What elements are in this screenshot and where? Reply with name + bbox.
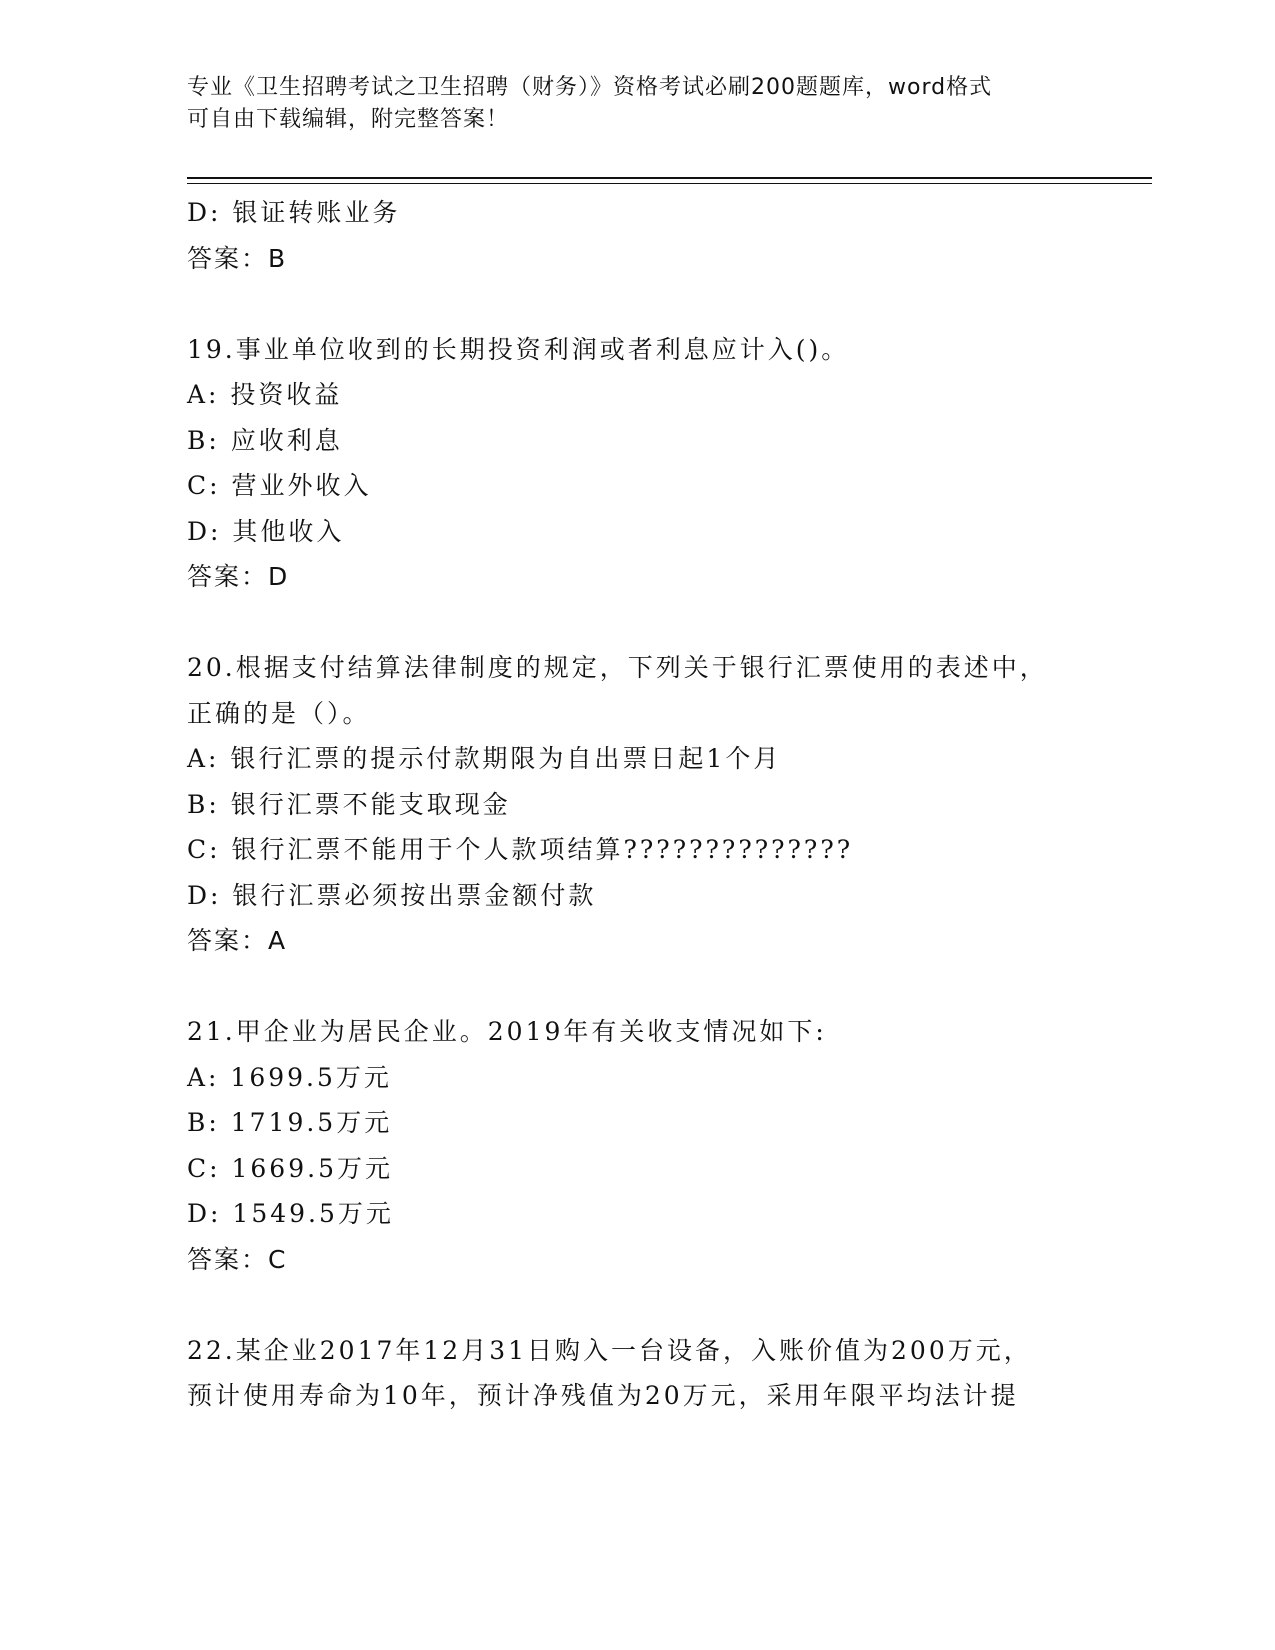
option-a: A: 投资收益 [187, 380, 343, 409]
document-body [187, 190, 1107, 1419]
header-line-2: 可自由下载编辑，附完整答案！ [187, 107, 510, 132]
question-stem: 19.事业单位收到的长期投资利润或者利息应计入()。 [187, 334, 850, 364]
spacer [187, 1282, 1107, 1328]
header-line-1: 专业《卫生招聘考试之卫生招聘（财务）》资格考试必刷200题题库，word格式 [187, 75, 993, 100]
option-c: C: 1669.5万元 [187, 1153, 393, 1183]
spacer [187, 964, 1107, 1010]
option-a: A: 银行汇票的提示付款期限为自出票日起1个月 [187, 744, 782, 773]
answer: 答案：B [187, 243, 288, 273]
option-d: D: 银证转账业务 [187, 198, 401, 227]
spacer [187, 281, 1107, 327]
option-b: B: 1719.5万元 [187, 1108, 393, 1137]
option-d: D: 其他收入 [187, 516, 345, 546]
spacer [187, 600, 1107, 646]
header-divider-thin [187, 183, 1152, 184]
question-19 [187, 327, 1107, 600]
question-stem-line-1: 20.根据支付结算法律制度的规定，下列关于银行汇票使用的表述中， [187, 653, 1048, 682]
option-b: B: 应收利息 [187, 425, 343, 455]
question-22 [187, 1328, 1107, 1419]
question-stem-line-2: 正确的是（）。 [187, 698, 371, 728]
answer: 答案：D [187, 562, 290, 591]
question-stem-line-2: 预计使用寿命为10年，预计净残值为20万元，采用年限平均法计提 [187, 1381, 1019, 1410]
option-d: D: 1549.5万元 [187, 1199, 394, 1228]
question-stem: 21.甲企业为居民企业。2019年有关收支情况如下: [187, 1017, 827, 1046]
question-20 [187, 645, 1107, 964]
option-c: C: 营业外收入 [187, 471, 372, 500]
document-header [187, 72, 1067, 136]
question-21 [187, 1009, 1107, 1282]
option-c: C: 银行汇票不能用于个人款项结算?????????????? [187, 835, 854, 864]
header-divider-thick [187, 177, 1152, 179]
answer: 答案：A [187, 926, 288, 955]
option-b: B: 银行汇票不能支取现金 [187, 789, 511, 819]
option-a: A: 1699.5万元 [187, 1062, 392, 1092]
option-d: D: 银行汇票必须按出票金额付款 [187, 880, 597, 910]
question-stem-line-1: 22.某企业2017年12月31日购入一台设备，入账价值为200万元， [187, 1335, 1032, 1365]
answer: 答案：C [187, 1244, 288, 1274]
